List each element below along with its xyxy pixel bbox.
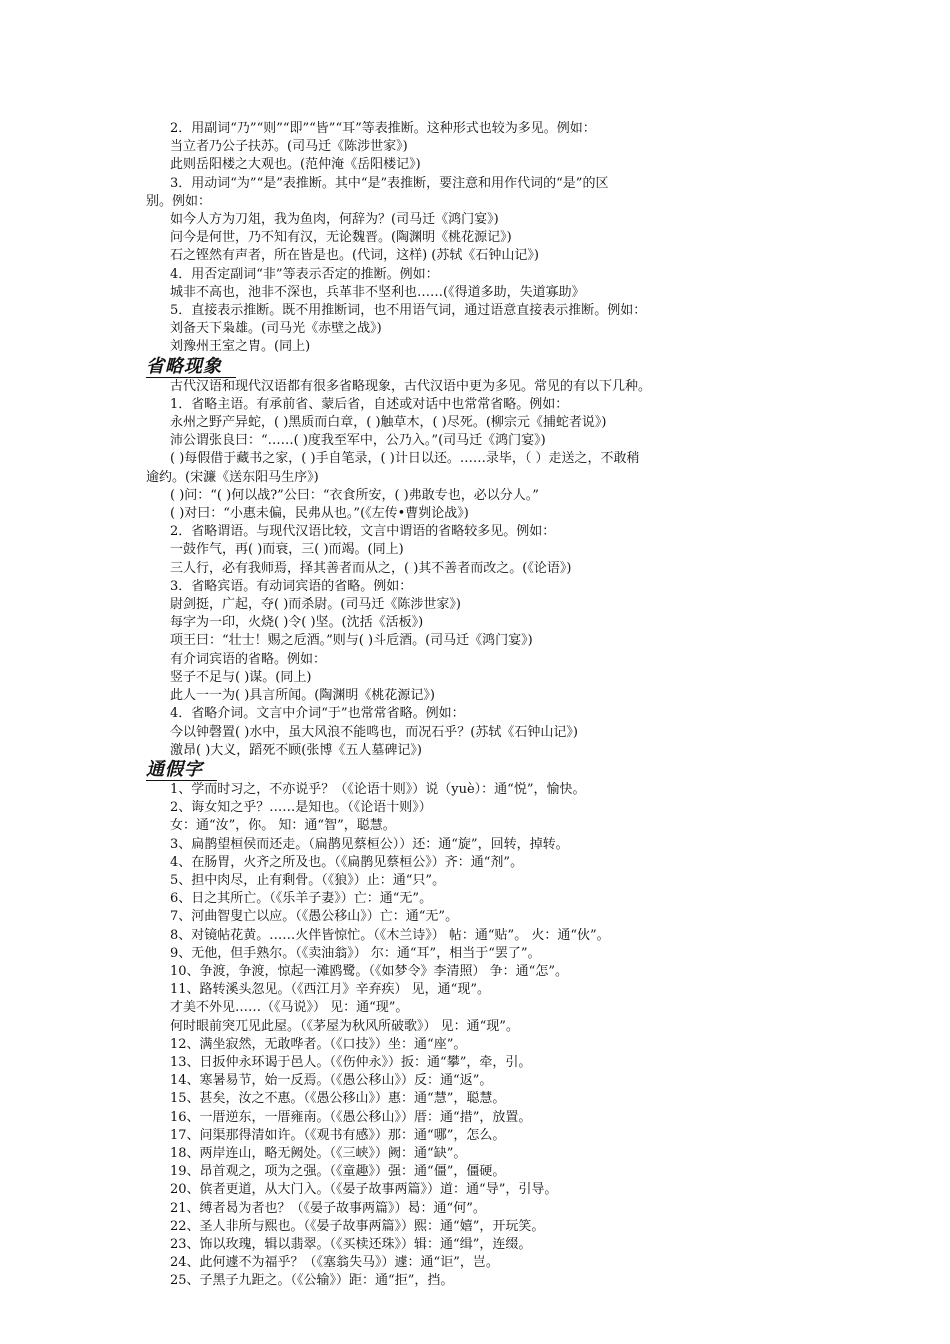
text-line: 23、饰以玫瑰，辑以翡翠。（《买椟还珠》）辑：通“缉”，连缀。 — [170, 1236, 532, 1252]
text-line: 城非不高也，池非不深也，兵革非不坚利也……(《得道多助，失道寡助》 — [170, 284, 585, 300]
omission-section — [146, 378, 806, 760]
text-line: 14、寒暑易节，始一反焉。（《愚公移山》）反：通“返”。 — [170, 1073, 493, 1089]
text-line: 16、一厝逆东，一厝雍南。（《愚公移山》）厝：通“措”，放置。 — [170, 1109, 532, 1125]
text-line: 4、在肠胃，火齐之所及也。（《扁鹊见蔡桓公》）齐：通“剂”。 — [170, 854, 524, 870]
text-line: 才美不外见……（《马说》） 见：通“现”。 — [170, 1000, 409, 1016]
text-line: 2、诲女知之乎？……是知也。（《论语十则》） — [170, 800, 432, 816]
text-line: 2．用副词“乃”“则”“即”“皆”“耳”等表推断。这种形式也较为多见。例如： — [170, 121, 596, 136]
text-line: 3．用动词“为”“是”表推断。其中“是”表推断，要注意和用作代词的“是”的区 — [170, 175, 609, 191]
text-line: 古代汉语和现代汉语都有很多省略现象，古代汉语中更为多见。常见的有以下几种。 — [170, 378, 652, 394]
text-line: 1、学而时习之，不亦说乎？（《论语十则》）说（yuè）：通“悦”，愉快。 — [170, 781, 586, 797]
text-line: 3、扁鹊望桓侯而还走。（扁鹊见蔡桓公））还：通“旋”，回转，掉转。 — [170, 836, 569, 852]
text-line: 13、日扳仲永环谒于邑人。（《伤仲永》）扳：通“攀”，牵，引。 — [170, 1054, 532, 1070]
text-line: 沛公谓张良曰：“……( )度我至军中，公乃入。”(司马迁《鸿门宴》) — [170, 433, 546, 449]
omission-heading: 省略现象 — [146, 357, 236, 378]
text-line: 11、路转溪头忽见。（《西江月》辛弃疾） 见，通“现”。 — [170, 982, 490, 998]
text-line: 4．省略介词。文言中介词“于”也常常省略。例如： — [170, 706, 465, 722]
text-line: 有介词宾语的省略。例如： — [170, 651, 327, 667]
text-line: 今以钟磬置( )水中，虽大风浪不能鸣也，而况石乎？(苏轼《石钟山记》) — [170, 724, 578, 740]
text-line: 1．省略主语。有承前省、蒙后省，自述或对话中也常常省略。例如： — [170, 396, 569, 412]
text-line: 3．省略宾语。有动词宾语的省略。例如： — [170, 578, 413, 594]
text-line: 8、对镜帖花黄。……火伴皆惊忙。（《木兰诗》） 帖：通“贴”。 火：通“伙”。 — [170, 927, 610, 943]
tongjia-heading-row — [146, 760, 806, 781]
text-line: 如今人方为刀俎，我为鱼肉，何辞为？(司马迁《鸿门宴》) — [170, 212, 499, 228]
text-line: ( )问：“( )何以战?”公曰：“衣食所安，( )弗敢专也，必以分人。” — [170, 487, 539, 503]
text-line: 石之铿然有声者，所在皆是也。(代词，这样) (苏轼《石钟山记》) — [170, 248, 539, 264]
text-line: 一鼓作气，再( )而衰，三( )而竭。(同上) — [170, 542, 404, 558]
text-line: 何时眼前突兀见此屋。（《茅屋为秋风所破歌》） 见：通“现”。 — [170, 1018, 519, 1034]
text-line: 此人一一为( )具言所闻。(陶渊明《桃花源记》) — [170, 688, 435, 704]
text-line: 9、无他，但手熟尔。（《卖油翁》） 尔：通“耳”，相当于“罢了”。 — [170, 945, 541, 961]
text-column — [146, 120, 806, 1291]
text-line: 15、甚矣，汝之不惠。（《愚公移山》）惠：通“慧”，聪慧。 — [170, 1091, 506, 1107]
text-line: 尉剑挺，广起，夺( )而杀尉。(司马迁《陈涉世家》) — [170, 597, 461, 613]
text-line: 5．直接表示推断。既不用推断词，也不用语气词，通过语意直接表示推断。例如： — [170, 303, 647, 319]
text-line: 7、河曲智叟亡以应。（《愚公移山》）亡：通“无”。 — [170, 909, 459, 925]
text-line: 永州之野产异蛇，( )黑质而白章，( )触草木，( )尽死。(柳宗元《捕蛇者说》) — [170, 415, 607, 431]
text-line: 5、担中肉尽，止有剩骨。（《狼》）止：通“只”。 — [170, 872, 446, 888]
text-line: 问今是何世，乃不知有汉，无论魏晋。(陶渊明《桃花源记》) — [170, 230, 512, 246]
text-line: 竖子不足与( )谋。(同上) — [170, 669, 312, 685]
text-line: 三人行，必有我师焉，择其善者而从之，( )其不善者而改之。(《论语》) — [170, 560, 572, 576]
text-line: 2．省略谓语。与现代汉语比较，文言中谓语的省略较多见。例如： — [170, 524, 556, 540]
text-line: 22、圣人非所与熙也。（《晏子故事两篇》）熙：通“嬉”，开玩笑。 — [170, 1218, 545, 1234]
omission-heading-row — [146, 357, 806, 378]
text-line: 19、昂首观之，项为之强。（《童趣》）强：通“僵”，僵硬。 — [170, 1164, 506, 1180]
text-line: 当立者乃公子扶苏。(司马迁《陈涉世家》) — [170, 139, 408, 155]
text-line: 刘豫州王室之胄。(同上) — [170, 339, 311, 355]
text-line: 刘备天下枭雄。(司马光《赤壁之战》) — [170, 321, 382, 337]
text-line: 逾约。(宋濂《送东阳马生序》) — [146, 469, 319, 485]
tongjia-heading: 通假字 — [146, 760, 217, 781]
text-line: 别。例如： — [146, 193, 212, 209]
text-line: 18、两岸连山，略无阙处。（《三峡》）阙：通“缺”。 — [170, 1145, 467, 1161]
text-line: 17、问渠那得清如许。（《观书有感》）那：通“哪”，怎么。 — [170, 1127, 506, 1143]
text-line: 项王曰：“壮士！赐之卮酒。”则与( )斗卮酒。(司马迁《鸿门宴》) — [170, 633, 533, 649]
tongjia-section — [146, 781, 806, 1291]
text-line: 10、争渡，争渡，惊起一滩鸥鹭。（《如梦令》李清照） 争：通“怎”。 — [170, 963, 568, 979]
text-line: 25、子黑子九距之。（《公输》）距：通“拒”，挡。 — [170, 1273, 454, 1289]
text-line: 24、此何遽不为福乎？（《塞翁失马》）遽：通“讵”，岂。 — [170, 1255, 499, 1271]
text-line: 20、傧者更道，从大门入。（《晏子故事两篇》）道：通“导”，引导。 — [170, 1182, 558, 1198]
text-line: 21、缚者曷为者也？（《晏子故事两篇》）曷：通“何”。 — [170, 1200, 486, 1216]
text-line: ( )每假借于藏书之家，( )手自笔录，( )计日以还。……录毕，（ ）走送之，不敢稍 — [170, 451, 640, 467]
text-line: 女：通“汝”，你。 知：通“智”，聪慧。 — [170, 818, 396, 834]
text-line: 4．用否定副词“非”等表示否定的推断。例如： — [170, 266, 439, 282]
inference-section — [146, 120, 806, 357]
text-line: 此则岳阳楼之大观也。(范仲淹《岳阳楼记》) — [170, 157, 421, 173]
text-line: 每字为一印，火烧( )令( )坚。(沈括《活板》) — [170, 615, 424, 631]
text-line: 激昂( )大义，蹈死不顾(张博《五人墓碑记》) — [170, 742, 422, 758]
text-line: ( )对曰：“小惠未偏，民弗从也。”(《左传•曹刿论战》) — [170, 506, 469, 522]
text-line: 6、日之其所亡。（《乐羊子妻》）亡：通“无”。 — [170, 891, 433, 907]
text-line: 12、满坐寂然，无敢哗者。（《口技》）坐：通“座”。 — [170, 1036, 467, 1052]
